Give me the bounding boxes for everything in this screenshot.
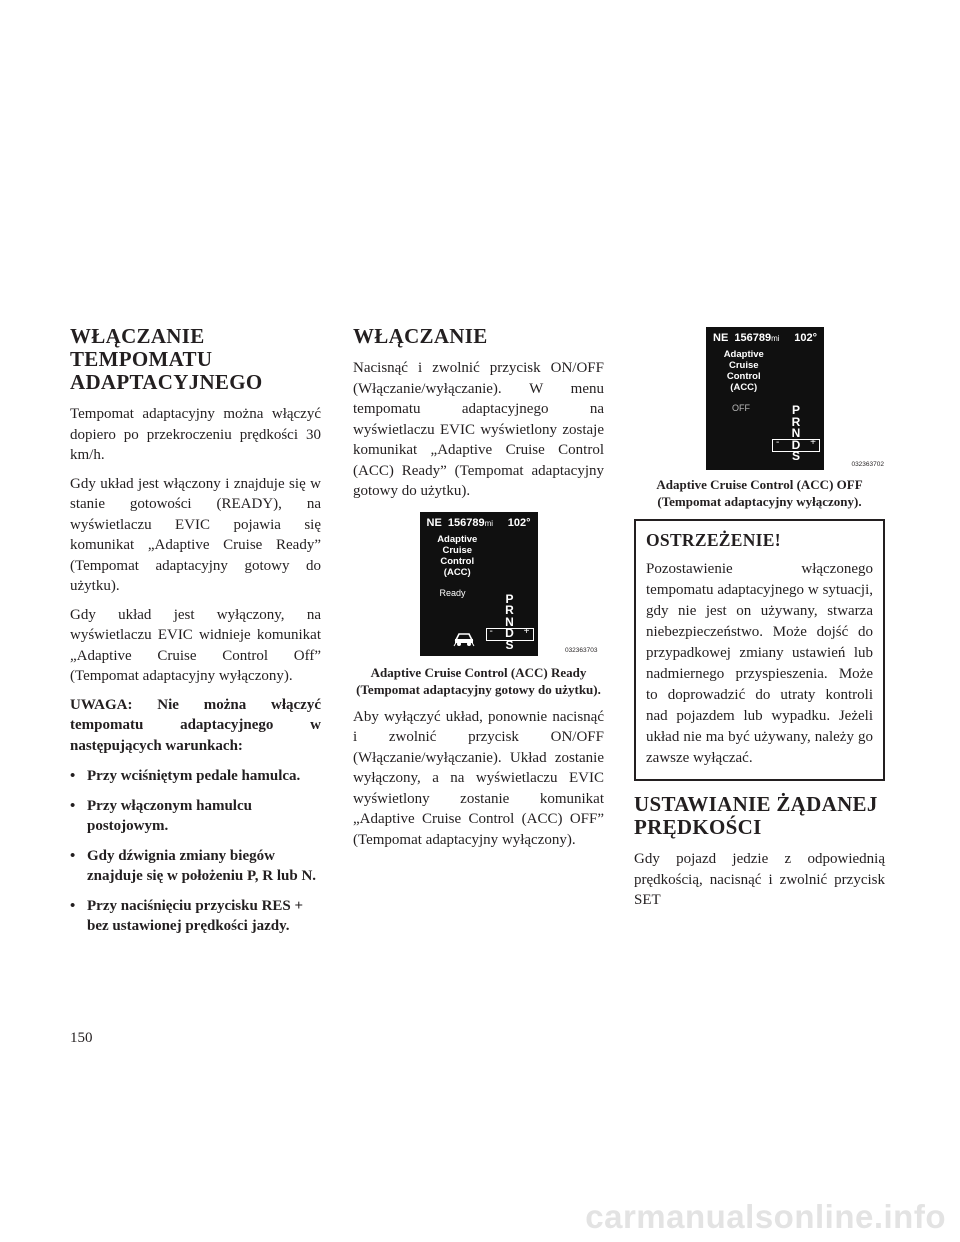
- list-item: • Przy naciśnięciu przycisku RES + bez ustawionej prędkości jazdy.: [70, 897, 304, 934]
- section-heading-switch-on: WŁĄCZANIE: [353, 324, 488, 348]
- figure-caption: Adaptive Cruise Control (ACC) OFF (Tempomat adaptacyjny wyłączony).: [656, 477, 863, 509]
- figure-code: 032363702: [851, 461, 884, 468]
- evic-display-off: [706, 327, 884, 470]
- watermark: carmanualsonline.info: [585, 1198, 946, 1235]
- acc-vehicle-icon: [453, 629, 475, 652]
- paragraph: Gdy pojazd jedzie z odpowiednią prędkością, nacisnąć i zwolnić przycisk SET: [634, 851, 885, 908]
- evic-title: Adaptive Cruise Control (ACC): [723, 349, 764, 393]
- paragraph: Nacisnąć i zwolnić przycisk ON/OFF (Włączanie/wyłączanie). W menu tempomatu adaptacyjnego na wyświetlaczu EVIC wyświetlony zostaje komunikat „Adaptive Cruise Control (ACC) Ready” (Tempomat adaptacyjny gotowy do użytku).: [353, 360, 604, 499]
- conditions-list: [70, 766, 321, 937]
- note: UWAGA: Nie można włączyć tempomatu adaptacyjnego w następujących warunkach:: [70, 696, 321, 754]
- evic-state: OFF: [732, 403, 750, 413]
- evic-display-ready: [420, 512, 598, 656]
- gear-indicator: P R N D S: [791, 403, 801, 463]
- figure-caption: Adaptive Cruise Control (ACC) Ready (Tempomat adaptacyjny gotowy do użytku).: [356, 664, 601, 697]
- gear-indicator: P R N D S: [505, 591, 514, 652]
- bullet-icon: •: [70, 797, 76, 814]
- page-number: 150: [70, 1030, 93, 1046]
- drive-gear-box: - +: [486, 628, 534, 641]
- list-item: • Przy włączonym hamulcu postojowym.: [70, 797, 252, 834]
- evic-title: Adaptive Cruise Control (ACC): [437, 533, 478, 578]
- left-column: [70, 325, 321, 946]
- paragraph: Tempomat adaptacyjny można włączyć dopiero po przekroczeniu prędkości 30 km/h.: [70, 406, 321, 463]
- middle-column: [353, 325, 604, 858]
- bullet-icon: •: [70, 847, 76, 864]
- right-column: [634, 325, 885, 919]
- bullet-icon: •: [70, 768, 76, 784]
- drive-gear-box: - +: [772, 439, 820, 452]
- paragraph: Gdy układ jest włączony i znajduje się w stanie gotowości (READY), na wyświetlaczu EVIC pojawia się komunikat „Adaptive Cruise Ready” (Tempomat adaptacyjny gotowy do użytku).: [70, 475, 321, 594]
- section-heading-enable-acc: WŁĄCZANIE TEMPOMATU ADAPTACYJNEGO: [70, 324, 263, 394]
- list-item: • Gdy dźwignia zmiany biegów znajduje się w położeniu P, R lub N.: [70, 847, 317, 884]
- section-heading-set-speed: USTAWIANIE ŻĄDANEJ PRĘDKOŚCI: [634, 792, 878, 839]
- warning-box: [634, 519, 885, 781]
- paragraph: Aby wyłączyć układ, ponownie nacisnąć i zwolnić przycisk ON/OFF (Włączanie/wyłączanie). Układ zostanie wyłączony, a na wyświetlaczu EVIC wyświetlony zostanie komunikat „Adaptive Cruise Control (ACC) OFF” (Tempomat adaptacyjny wyłączony).: [353, 708, 604, 848]
- bullet-icon: •: [70, 897, 76, 914]
- list-item: • Przy wciśniętym pedale hamulca.: [70, 766, 321, 787]
- warning-title: OSTRZEŻENIE!: [646, 530, 781, 550]
- warning-text: Pozostawienie włączonego tempomatu adaptacyjnego w sytuacji, gdy nie jest on używany, stwarza niebezpieczeństwo. Może dojść do przypadkowej zmiany ustawień lub nadmiernego przyspieszenia. Może to doprowadzić do utraty kontroli nad pojazdem lub wypadku. Jeżeli układ nie ma być używany, należy go zawsze wyłączać.: [646, 561, 873, 766]
- evic-state: Ready: [439, 587, 466, 598]
- evic-status-bar: NE 156789mi 102°: [713, 332, 817, 344]
- evic-status-bar: NE 156789mi 102°: [426, 516, 531, 529]
- paragraph: Gdy układ jest wyłączony, na wyświetlaczu EVIC widnieje komunikat „Adaptive Cruise Control Off” (Tempomat adaptacyjny wyłączony).: [70, 606, 321, 684]
- figure-code: 032363703: [564, 646, 598, 654]
